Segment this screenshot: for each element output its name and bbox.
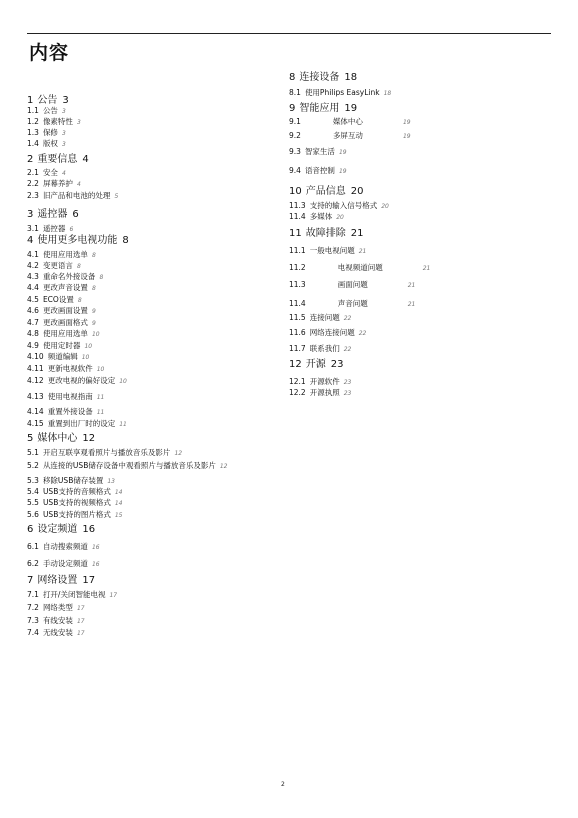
toc-entry-number: 2.1 xyxy=(27,168,39,177)
toc-entry-page: 21 xyxy=(350,228,364,239)
toc-entry-page: 20 xyxy=(381,203,389,210)
toc-entry-page: 19 xyxy=(402,119,411,126)
toc-entry-label: 多屏互动 xyxy=(332,131,363,140)
toc-subsection-entry[interactable] xyxy=(289,389,351,397)
toc-subsection-entry[interactable] xyxy=(27,319,96,327)
toc-entry-label: 开源 xyxy=(305,359,326,370)
toc-entry-page: 10 xyxy=(81,354,90,361)
toc-entry-number: 4.4 xyxy=(27,283,39,292)
toc-entry-number: 7.1 xyxy=(27,590,39,599)
toc-entry-page: 11 xyxy=(119,421,127,428)
toc-subsection-entry[interactable] xyxy=(27,604,85,612)
toc-entry-number: 11.3 xyxy=(289,280,306,289)
toc-entry-label: 重要信息 xyxy=(37,154,78,165)
toc-subsection-entry[interactable] xyxy=(27,129,66,137)
toc-subsection-entry[interactable] xyxy=(27,353,89,361)
toc-section-entry[interactable] xyxy=(27,434,95,444)
toc-subsection-entry[interactable] xyxy=(289,132,411,140)
toc-entry-label: 开启互联享观看照片与播放音乐及影片 xyxy=(42,448,171,457)
toc-subsection-entry[interactable] xyxy=(27,499,122,507)
toc-entry-number: 4.3 xyxy=(27,272,39,281)
toc-entry-number: 1.1 xyxy=(27,106,39,115)
toc-entry-label: 移除USB储存装置 xyxy=(42,476,104,485)
toc-entry-label: 设定频道 xyxy=(37,524,78,535)
toc-section-entry[interactable] xyxy=(289,187,363,197)
toc-entry-number: 5.3 xyxy=(27,476,39,485)
toc-subsection-entry[interactable] xyxy=(27,330,100,338)
toc-entry-label: 支持的输入信号格式 xyxy=(309,201,378,210)
toc-entry-page: 9 xyxy=(91,308,96,315)
toc-subsection-entry[interactable] xyxy=(27,140,66,148)
toc-entry-label: 智家生活 xyxy=(304,147,335,156)
toc-entry-number: 2.3 xyxy=(27,191,39,200)
toc-subsection-entry[interactable] xyxy=(27,262,81,270)
toc-subsection-entry[interactable] xyxy=(289,378,351,386)
toc-entry-label: 智能应用 xyxy=(299,103,340,114)
toc-entry-page: 8 xyxy=(76,263,81,270)
toc-entry-number: 11.6 xyxy=(289,328,306,337)
toc-entry-label: ECO设置 xyxy=(42,295,74,304)
toc-subsection-entry[interactable] xyxy=(27,296,82,304)
toc-entry-number: 4.10 xyxy=(27,352,44,361)
toc-entry-number: 7 xyxy=(27,575,34,586)
toc-entry-page: 17 xyxy=(76,618,85,625)
toc-entry-number: 11.4 xyxy=(289,212,306,221)
toc-entry-page: 3 xyxy=(61,130,66,137)
toc-subsection-entry[interactable] xyxy=(27,420,127,428)
toc-entry-label: 使用电视指南 xyxy=(47,392,93,401)
toc-section-entry[interactable] xyxy=(27,155,89,165)
toc-entry-number: 4.13 xyxy=(27,392,44,401)
toc-entry-label: 开源执照 xyxy=(309,388,340,397)
toc-subsection-entry[interactable] xyxy=(27,543,100,551)
toc-entry-label: 有线安装 xyxy=(42,616,73,625)
toc-subsection-entry[interactable] xyxy=(27,225,73,233)
toc-entry-page: 11 xyxy=(96,409,105,416)
toc-entry-page: 22 xyxy=(343,315,352,322)
toc-entry-page: 19 xyxy=(402,133,411,140)
toc-entry-number: 2.2 xyxy=(27,179,39,188)
toc-entry-number: 4.5 xyxy=(27,295,39,304)
toc-entry-page: 19 xyxy=(338,149,347,156)
toc-subsection-entry[interactable] xyxy=(27,342,92,350)
toc-subsection-entry[interactable] xyxy=(289,202,389,210)
toc-entry-number: 5.1 xyxy=(27,448,39,457)
toc-entry-number: 1.4 xyxy=(27,139,39,148)
toc-subsection-entry[interactable] xyxy=(289,148,347,156)
toc-entry-number: 12.2 xyxy=(289,388,306,397)
toc-entry-page: 13 xyxy=(107,478,115,485)
page-title: 内容 xyxy=(29,42,70,64)
toc-entry-label: USB支持的图片格式 xyxy=(42,510,111,519)
toc-entry-page: 12 xyxy=(174,450,183,457)
toc-entry-page: 8 xyxy=(122,235,129,246)
page-number: 2 xyxy=(281,781,285,788)
toc-entry-label: 公告 xyxy=(42,106,58,115)
toc-entry-page: 10 xyxy=(84,343,93,350)
toc-entry-label: 使用更多电视功能 xyxy=(37,235,118,246)
toc-entry-number: 9.2 xyxy=(289,131,301,140)
toc-subsection-entry[interactable] xyxy=(27,180,81,188)
toc-entry-number: 4.14 xyxy=(27,407,44,416)
toc-entry-label: 联系我们 xyxy=(309,344,340,353)
toc-entry-page: 6 xyxy=(69,226,74,233)
toc-subsection-entry[interactable] xyxy=(27,169,66,177)
toc-subsection-entry[interactable] xyxy=(289,264,430,272)
toc-subsection-entry[interactable] xyxy=(27,192,118,200)
toc-subsection-entry[interactable] xyxy=(27,377,127,385)
toc-entry-label: 重置到出厂时的设定 xyxy=(47,419,116,428)
toc-entry-page: 18 xyxy=(344,72,358,83)
toc-entry-label: 安全 xyxy=(42,168,58,177)
toc-entry-page: 17 xyxy=(76,605,85,612)
toc-entry-page: 17 xyxy=(82,575,96,586)
toc-entry-page: 10 xyxy=(91,331,100,338)
toc-entry-page: 20 xyxy=(336,214,344,221)
toc-entry-label: 网络设置 xyxy=(37,575,78,586)
toc-entry-number: 9.1 xyxy=(289,117,301,126)
toc-entry-page: 12 xyxy=(82,433,96,444)
toc-subsection-entry[interactable] xyxy=(27,617,85,625)
toc-section-entry[interactable] xyxy=(289,73,357,83)
toc-entry-label: 连接设备 xyxy=(299,72,340,83)
toc-entry-label: 变更语言 xyxy=(42,261,73,270)
toc-entry-label: 更改电视的偏好设定 xyxy=(47,376,116,385)
toc-section-entry[interactable] xyxy=(289,360,343,370)
toc-entry-page: 20 xyxy=(350,186,364,197)
toc-entry-page: 10 xyxy=(96,366,105,373)
toc-entry-page: 22 xyxy=(343,346,352,353)
toc-entry-number: 11.2 xyxy=(289,263,306,272)
toc-entry-page: 21 xyxy=(422,265,431,272)
toc-entry-number: 11.7 xyxy=(289,344,306,353)
toc-subsection-entry[interactable] xyxy=(289,167,347,175)
toc-entry-page: 19 xyxy=(338,168,347,175)
toc-subsection-entry[interactable] xyxy=(27,307,96,315)
toc-subsection-entry[interactable] xyxy=(289,118,411,126)
toc-entry-label: 连接问题 xyxy=(309,313,340,322)
toc-entry-page: 21 xyxy=(407,282,416,289)
toc-entry-number: 4.2 xyxy=(27,261,39,270)
toc-entry-number: 8 xyxy=(289,72,296,83)
toc-entry-number: 4.6 xyxy=(27,306,39,315)
toc-entry-number: 4.15 xyxy=(27,419,44,428)
toc-entry-page: 5 xyxy=(114,193,119,200)
header-rule xyxy=(27,33,551,34)
toc-entry-page: 4 xyxy=(76,181,81,188)
toc-subsection-entry[interactable] xyxy=(27,284,96,292)
toc-entry-label: 产品信息 xyxy=(305,186,346,197)
toc-entry-label: 遥控器 xyxy=(42,224,66,233)
toc-entry-page: 17 xyxy=(109,592,118,599)
toc-section-entry[interactable] xyxy=(27,525,95,535)
toc-subsection-entry[interactable] xyxy=(27,477,115,485)
toc-subsection-entry[interactable] xyxy=(27,393,104,401)
toc-entry-page: 4 xyxy=(61,170,66,177)
toc-section-entry[interactable] xyxy=(27,96,69,106)
toc-entry-number: 1.3 xyxy=(27,128,39,137)
toc-subsection-entry[interactable] xyxy=(27,629,85,637)
toc-entry-number: 10 xyxy=(289,186,302,197)
toc-entry-page: 8 xyxy=(99,274,104,281)
toc-entry-label: 打开/关闭智能电视 xyxy=(42,590,106,599)
toc-entry-label: 更新电视软件 xyxy=(47,364,93,373)
toc-entry-label: 使用Philips EasyLink xyxy=(304,88,380,97)
toc-section-entry[interactable] xyxy=(27,236,129,246)
toc-subsection-entry[interactable] xyxy=(289,89,391,97)
toc-entry-number: 4.1 xyxy=(27,250,39,259)
toc-entry-number: 3.1 xyxy=(27,224,39,233)
toc-entry-label: 开源软件 xyxy=(309,377,340,386)
toc-entry-label: 网络类型 xyxy=(42,603,73,612)
toc-entry-label: 多媒体 xyxy=(309,212,333,221)
toc-entry-page: 16 xyxy=(82,524,96,535)
toc-entry-page: 6 xyxy=(72,209,79,220)
toc-entry-page: 8 xyxy=(91,252,96,259)
toc-entry-number: 11.4 xyxy=(289,299,306,308)
toc-entry-number: 9.3 xyxy=(289,147,301,156)
toc-entry-page: 10 xyxy=(119,378,127,385)
toc-subsection-entry[interactable] xyxy=(27,118,81,126)
toc-entry-page: 23 xyxy=(343,379,352,386)
toc-entry-label: 重置外接设备 xyxy=(47,407,93,416)
toc-entry-page: 17 xyxy=(76,630,85,637)
toc-entry-label: 旧产品和电池的处理 xyxy=(42,191,111,200)
toc-entry-number: 5.6 xyxy=(27,510,39,519)
toc-entry-label: 无线安装 xyxy=(42,628,73,637)
toc-entry-label: 从连接的USB储存设备中观看照片与播放音乐及影片 xyxy=(42,461,216,470)
toc-subsection-entry[interactable] xyxy=(289,345,351,353)
toc-subsection-entry[interactable] xyxy=(27,511,122,519)
toc-entry-number: 4 xyxy=(27,235,34,246)
toc-entry-number: 4.9 xyxy=(27,341,39,350)
toc-entry-number: 5.5 xyxy=(27,498,39,507)
toc-entry-number: 7.4 xyxy=(27,628,39,637)
toc-entry-label: 频道编辑 xyxy=(47,352,78,361)
toc-entry-number: 6 xyxy=(27,524,34,535)
toc-entry-label: 自动搜索频道 xyxy=(42,542,88,551)
toc-entry-label: 使用应用选单 xyxy=(42,329,88,338)
toc-entry-page: 14 xyxy=(114,500,123,507)
toc-entry-page: 8 xyxy=(77,297,82,304)
toc-subsection-entry[interactable] xyxy=(289,213,344,221)
toc-entry-label: 语音控制 xyxy=(304,166,335,175)
toc-entry-page: 21 xyxy=(407,301,416,308)
toc-entry-number: 11 xyxy=(289,228,302,239)
toc-section-entry[interactable] xyxy=(27,210,79,220)
toc-entry-label: 使用定时器 xyxy=(42,341,81,350)
toc-entry-label: 像素特性 xyxy=(42,117,73,126)
toc-subsection-entry[interactable] xyxy=(289,281,415,289)
toc-entry-number: 11.5 xyxy=(289,313,306,322)
toc-entry-page: 14 xyxy=(114,489,123,496)
toc-entry-label: USB支持的视频格式 xyxy=(42,498,111,507)
toc-entry-page: 9 xyxy=(91,320,96,327)
toc-entry-label: 公告 xyxy=(37,95,58,106)
toc-subsection-entry[interactable] xyxy=(289,329,366,337)
toc-subsection-entry[interactable] xyxy=(27,107,66,115)
toc-entry-label: 屏幕养护 xyxy=(42,179,73,188)
toc-entry-page: 19 xyxy=(344,103,358,114)
toc-entry-number: 4.11 xyxy=(27,364,44,373)
toc-subsection-entry[interactable] xyxy=(289,247,366,255)
toc-entry-number: 8.1 xyxy=(289,88,301,97)
toc-entry-label: 更改画面设置 xyxy=(42,306,88,315)
toc-subsection-entry[interactable] xyxy=(27,488,122,496)
toc-entry-page: 3 xyxy=(62,95,69,106)
toc-entry-label: 网络连接问题 xyxy=(309,328,355,337)
toc-subsection-entry[interactable] xyxy=(27,408,104,416)
toc-entry-page: 11 xyxy=(96,394,105,401)
toc-entry-number: 4.8 xyxy=(27,329,39,338)
toc-subsection-entry[interactable] xyxy=(27,365,104,373)
toc-entry-page: 8 xyxy=(91,285,96,292)
toc-subsection-entry[interactable] xyxy=(27,251,96,259)
toc-entry-number: 2 xyxy=(27,154,34,165)
toc-entry-number: 11.3 xyxy=(289,201,306,210)
toc-entry-label: 版权 xyxy=(42,139,58,148)
toc-section-entry[interactable] xyxy=(289,104,357,114)
toc-entry-number: 6.1 xyxy=(27,542,39,551)
toc-entry-page: 4 xyxy=(82,154,89,165)
toc-entry-page: 3 xyxy=(61,141,66,148)
toc-entry-label: 声音问题 xyxy=(337,299,368,308)
toc-entry-label: 媒体中心 xyxy=(37,433,78,444)
toc-entry-label: 手动设定频道 xyxy=(42,559,88,568)
toc-entry-label: 更改画面格式 xyxy=(42,318,88,327)
toc-entry-label: 使用应用选单 xyxy=(42,250,88,259)
toc-subsection-entry[interactable] xyxy=(27,449,182,457)
toc-subsection-entry[interactable] xyxy=(27,273,103,281)
toc-subsection-entry[interactable] xyxy=(27,462,227,470)
toc-entry-number: 12.1 xyxy=(289,377,306,386)
toc-entry-label: 电视频道问题 xyxy=(337,263,383,272)
toc-entry-label: 画面问题 xyxy=(337,280,368,289)
toc-entry-label: USB支持的音频格式 xyxy=(42,487,111,496)
toc-entry-number: 3 xyxy=(27,209,34,220)
toc-entry-page: 23 xyxy=(343,390,352,397)
toc-entry-page: 21 xyxy=(358,248,367,255)
toc-entry-label: 遥控器 xyxy=(37,209,68,220)
toc-entry-page: 16 xyxy=(91,561,100,568)
toc-entry-page: 15 xyxy=(114,512,123,519)
toc-subsection-entry[interactable] xyxy=(289,314,351,322)
toc-entry-number: 4.7 xyxy=(27,318,39,327)
toc-entry-page: 18 xyxy=(383,90,392,97)
toc-subsection-entry[interactable] xyxy=(27,591,117,599)
toc-entry-number: 9.4 xyxy=(289,166,301,175)
toc-entry-label: 媒体中心 xyxy=(332,117,363,126)
toc-entry-page: 23 xyxy=(330,359,344,370)
toc-entry-page: 16 xyxy=(91,544,100,551)
toc-section-entry[interactable] xyxy=(27,576,95,586)
toc-entry-page: 3 xyxy=(76,119,81,126)
toc-entry-page: 3 xyxy=(61,108,66,115)
toc-entry-label: 更改声音设置 xyxy=(42,283,88,292)
toc-entry-label: 一般电视问题 xyxy=(309,246,355,255)
toc-entry-number: 5.2 xyxy=(27,461,39,470)
toc-entry-number: 5 xyxy=(27,433,34,444)
toc-subsection-entry[interactable] xyxy=(27,560,100,568)
toc-entry-label: 重命名外接设备 xyxy=(42,272,96,281)
toc-entry-page: 22 xyxy=(358,330,367,337)
toc-entry-number: 1 xyxy=(27,95,34,106)
toc-entry-number: 7.2 xyxy=(27,603,39,612)
toc-entry-number: 9 xyxy=(289,103,296,114)
toc-entry-label: 故障排除 xyxy=(305,228,346,239)
toc-entry-number: 6.2 xyxy=(27,559,39,568)
toc-entry-number: 12 xyxy=(289,359,302,370)
toc-entry-number: 1.2 xyxy=(27,117,39,126)
toc-entry-page: 12 xyxy=(219,463,228,470)
toc-entry-label: 保修 xyxy=(42,128,58,137)
toc-entry-number: 5.4 xyxy=(27,487,39,496)
toc-section-entry[interactable] xyxy=(289,229,363,239)
toc-entry-number: 7.3 xyxy=(27,616,39,625)
toc-entry-number: 4.12 xyxy=(27,376,44,385)
toc-entry-number: 11.1 xyxy=(289,246,306,255)
toc-subsection-entry[interactable] xyxy=(289,300,415,308)
